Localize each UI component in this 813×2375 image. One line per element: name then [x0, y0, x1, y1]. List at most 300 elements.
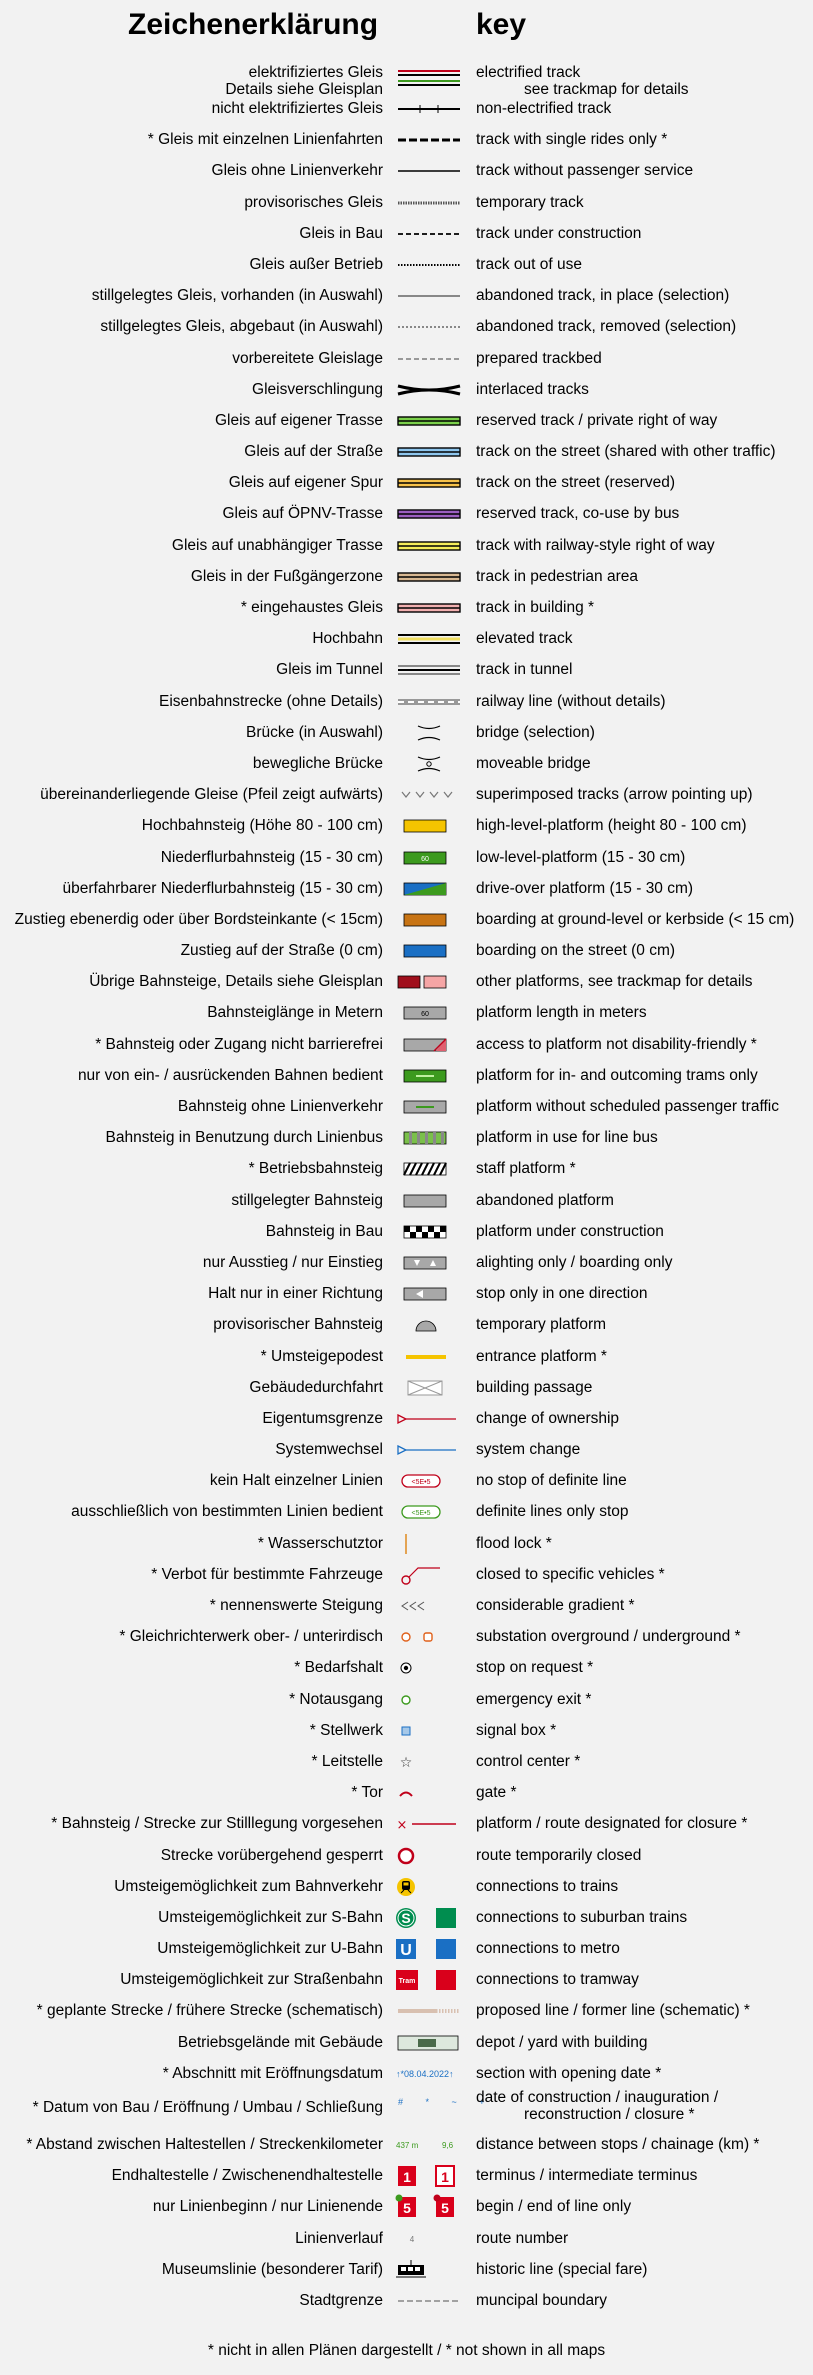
legend-label-de-text: stillgelegtes Gleis, abgebaut (in Auswahl) [100, 318, 383, 336]
legend-label-en [476, 1878, 618, 1895]
legend-label-de-text: * Gleichrichterwerk ober- / unterirdisch [119, 1628, 383, 1646]
legend-label-en-text: reserved track / private right of way [476, 411, 718, 429]
legend-label-en-text: temporary track [476, 193, 584, 211]
legend-label-en [476, 1597, 635, 1614]
legend-label-de [207, 1004, 383, 1021]
legend-symbol-superimposed-icon [396, 783, 462, 807]
legend-label-de [142, 817, 383, 834]
legend-label-en-text: stop on request * [476, 1659, 594, 1677]
legend-label-de [289, 1691, 383, 1708]
legend-label-de-text: Eigentumsgrenze [262, 1409, 383, 1427]
legend-symbol-passage-icon [396, 1376, 462, 1400]
legend-label-en-text: platform / route designated for closure * [476, 1815, 748, 1833]
legend-label-en-text: other platforms, see trackmap for details [476, 973, 753, 991]
legend-label-de-text: Gleis auf eigener Spur [228, 474, 383, 492]
legend-label-en [476, 1691, 591, 1708]
legend-symbol-pedestrian-icon [396, 565, 462, 589]
legend-symbol-no-scheduled-icon [396, 1095, 462, 1119]
legend-label-en [476, 1067, 758, 1084]
legend-label-en [476, 1036, 757, 1053]
legend-symbol-emergency-icon [396, 1688, 462, 1712]
legend-symbol-railway-icon [396, 690, 462, 714]
legend-label-en-text: signal box * [476, 1721, 557, 1739]
legend-label-en [476, 1503, 629, 1520]
legend-label-de-text: Gleis in Bau [299, 224, 383, 242]
legend-label-de [208, 1285, 383, 1302]
legend-row-street [0, 436, 813, 467]
legend-label-en-text: platform in use for line bus [476, 1129, 658, 1147]
legend-label-de [222, 505, 383, 522]
legend-row-tram [0, 1964, 813, 1995]
legend-row-substation [0, 1621, 813, 1652]
legend-label-de [295, 2230, 383, 2247]
legend-label-en [476, 1192, 614, 1209]
svg-text:<5E•5: <5E•5 [411, 1479, 431, 1487]
legend-row-temp-platform [0, 1309, 813, 1340]
legend-label-de [210, 1597, 383, 1614]
legend-label-de-text: Bahnsteig in Benutzung durch Linienbus [105, 1129, 383, 1147]
legend-row-pedestrian [0, 561, 813, 592]
legend-row-one-direction [0, 1278, 813, 1309]
legend-row-abandoned-in-place [0, 280, 813, 311]
legend-symbol-kerbside-icon [396, 908, 462, 932]
legend-label-de-text-2: Details siehe Gleisplan [225, 81, 383, 98]
legend-label-en-text: entrance platform * [476, 1347, 607, 1365]
legend-symbol-signal-icon [396, 1719, 462, 1743]
legend-row-proposed [0, 1995, 813, 2026]
legend-row-flood [0, 1528, 813, 1559]
legend-symbol-street-icon [396, 440, 462, 464]
legend-symbol-abandoned-removed-icon [396, 315, 462, 339]
legend-label-en-text: control center * [476, 1752, 581, 1770]
legend-label-en-text-2: see trackmap for details [524, 81, 689, 98]
legend-label-de [212, 162, 383, 179]
legend-label-en [476, 1971, 639, 1988]
svg-text:Tram: Tram [398, 1978, 416, 1986]
legend-row-abandoned-platform [0, 1185, 813, 1216]
legend-label-en-text: route number [476, 2229, 569, 2247]
legend-label-en-text: no stop of definite line [476, 1472, 627, 1490]
legend-symbol-request-icon [396, 1656, 462, 1680]
legend-label-en-text: track under construction [476, 224, 642, 242]
legend-label-de-text: * Verbot für bestimmte Fahrzeuge [151, 1565, 383, 1583]
legend-label-en-text: track in tunnel [476, 661, 573, 679]
legend-symbol-moveable-bridge-icon [396, 752, 462, 776]
legend-label-de [51, 1815, 383, 1832]
legend-label-de [249, 1160, 383, 1177]
legend-label-en-text: temporary platform [476, 1316, 607, 1334]
legend-row-no-passenger [0, 155, 813, 186]
legend-label-en-text: alighting only / boarding only [476, 1253, 673, 1271]
legend-label-en [476, 287, 729, 304]
legend-symbol-not-accessible-icon [396, 1033, 462, 1057]
legend-label-en [476, 911, 794, 928]
legend-label-en [476, 942, 675, 959]
svg-text:5: 5 [441, 2200, 449, 2217]
legend-label-en [476, 537, 715, 554]
legend-row-closure [0, 1808, 813, 1839]
legend-label-en-text: route temporarily closed [476, 1846, 642, 1864]
legend-label-en-text: connections to tramway [476, 1971, 639, 1989]
legend-label-en [476, 1004, 647, 1021]
svg-text:60: 60 [421, 1011, 429, 1019]
legend-label-en [476, 194, 584, 211]
legend-label-en [476, 973, 753, 990]
legend-label-de [244, 443, 383, 460]
legend-symbol-route-number-icon [396, 2227, 462, 2251]
legend-label-en [476, 2034, 647, 2051]
legend-row-temporary [0, 187, 813, 218]
legend-label-de-text: * Bahnsteig / Strecke zur Stilllegung vorgesehen [51, 1815, 383, 1833]
legend-row-construction [0, 218, 813, 249]
legend-symbol-abandoned-in-place-icon [396, 284, 462, 308]
legend-label-de [258, 1535, 383, 1552]
legend-label-en [476, 1535, 552, 1552]
legend-row-no-scheduled [0, 1091, 813, 1122]
legend-label-de-text: vorbereitete Gleislage [232, 349, 383, 367]
legend-symbol-closure-icon [396, 1812, 462, 1836]
legend-label-de-text: * Notausgang [289, 1690, 383, 1708]
legend-label-en-text: gate * [476, 1784, 517, 1802]
legend-row-no-stop [0, 1465, 813, 1496]
legend-label-de-text: überfahrbarer Niederflurbahnsteig (15 - 30 cm) [62, 879, 383, 897]
svg-text:↑*08.04.2022↑: ↑*08.04.2022↑ [396, 2068, 454, 2079]
legend-label-de-text: * Bedarfshalt [294, 1659, 383, 1677]
legend-symbol-building-icon [396, 596, 462, 620]
legend-label-en [476, 1784, 517, 1801]
legend-label-de-text: Umsteigemöglichkeit zur U-Bahn [157, 1940, 383, 1958]
legend-symbol-tram-icon [396, 1968, 462, 1992]
legend-label-en-text: flood lock * [476, 1534, 552, 1552]
legend-label-de [119, 1628, 383, 1645]
legend-symbol-only-lines-icon [396, 1500, 462, 1524]
legend-label-en-text: staff platform * [476, 1160, 576, 1178]
legend-symbol-low-platform-icon [396, 846, 462, 870]
legend-label-en [476, 256, 582, 273]
legend-row-length [0, 997, 813, 1028]
legend-label-en [476, 1129, 658, 1146]
legend-label-de-text: bewegliche Brücke [252, 754, 383, 772]
legend-label-en-text: non-electrified track [476, 100, 612, 117]
legend-label-en-text: depot / yard with building [476, 2033, 648, 2051]
legend-label-en [476, 162, 693, 179]
legend-label-en-text: track with railway-style right of way [476, 536, 715, 554]
legend-label-de [158, 1909, 383, 1926]
legend-label-en-text: abandoned track, in place (selection) [476, 287, 730, 305]
legend-symbol-museum-icon [396, 2258, 462, 2282]
legend-label-de [92, 287, 383, 304]
legend-label-en [476, 1254, 672, 1271]
legend-label-de-text: Gleis auf ÖPNV-Trasse [222, 505, 383, 523]
legend-label-de-text: Gleis im Tunnel [276, 661, 383, 679]
legend-row-staff [0, 1153, 813, 1184]
legend-row-prepared [0, 343, 813, 374]
legend-symbol-staff-icon [396, 1157, 462, 1181]
legend-row-low-platform [0, 842, 813, 873]
legend-label-en [476, 2065, 661, 2082]
legend-symbol-closed-vehicles-icon [396, 1563, 462, 1587]
legend-label-de-text: Bahnsteig in Bau [265, 1222, 383, 1240]
legend-label-en [476, 2230, 568, 2247]
legend-label-de-text: * eingehaustes Gleis [240, 599, 383, 616]
legend-symbol-abandoned-platform-icon [396, 1189, 462, 1213]
legend-label-en-text: distance between stops / chainage (km) * [476, 2136, 760, 2153]
legend-label-de [249, 256, 383, 273]
legend-label-de [100, 318, 383, 335]
legend-symbol-electrified-icon [396, 66, 462, 90]
legend-symbol-terminus-icon [396, 2164, 462, 2188]
legend-symbol-system-icon [396, 1438, 462, 1462]
legend-label-de-text: provisorisches Gleis [244, 193, 383, 211]
legend-label-en [476, 1410, 619, 1427]
legend-row-control [0, 1746, 813, 1777]
legend-label-de-text: Zustieg ebenerdig oder über Bordsteinkante (< 15cm) [14, 910, 383, 928]
legend-row-abandoned-removed [0, 311, 813, 342]
legend-label-de-text: nur Linienbeginn / nur Linienende [152, 2198, 383, 2216]
legend-label-en [476, 817, 747, 834]
legend-label-de [33, 2099, 383, 2116]
svg-text:# * ~ +: # * ~ + [398, 2097, 495, 2107]
legend-label-de [261, 1348, 383, 1365]
legend-label-en [476, 1753, 580, 1770]
legend-list [0, 62, 813, 2316]
legend-label-de-text: Gebäudedurchfahrt [249, 1378, 383, 1396]
legend-label-de-text: Endhaltestelle / Zwischenendhaltestelle [111, 2167, 383, 2185]
legend-symbol-substation-icon [396, 1625, 462, 1649]
legend-symbol-begin-end-icon [396, 2195, 462, 2219]
legend-row-opening [0, 2058, 813, 2089]
legend-label-en [476, 505, 679, 522]
legend-label-en [476, 1628, 741, 1645]
legend-label-en [476, 1909, 687, 1926]
legend-label-de-text: Halt nur in einer Richtung [208, 1285, 383, 1303]
legend-symbol-no-stop-icon [396, 1469, 462, 1493]
legend-label-de [63, 880, 384, 897]
legend-label-de-text: Gleisverschlingung [252, 380, 383, 398]
legend-label-de [159, 693, 383, 710]
legend-label-de [26, 2136, 383, 2153]
legend-label-de [162, 2261, 383, 2278]
legend-label-en-text: boarding at ground-level or kerbside (< 15 cm) [476, 910, 795, 928]
legend-label-en [476, 661, 573, 678]
legend-row-superimposed [0, 779, 813, 810]
legend-label-de [112, 2167, 383, 2184]
legend-label-en [476, 1316, 606, 1333]
legend-label-en-text: muncipal boundary [476, 2291, 607, 2309]
legend-row-sbahn [0, 1902, 813, 1933]
legend-label-de-text: * Leitstelle [311, 1752, 383, 1770]
legend-row-begin-end [0, 2191, 813, 2222]
legend-label-en-text: electrified track [476, 64, 581, 81]
legend-row-temp-closed [0, 1840, 813, 1871]
legend-row-gradient [0, 1590, 813, 1621]
legend-row-on-street [0, 935, 813, 966]
legend-label-de-text: Übrige Bahnsteige, Details siehe Gleisplan [89, 973, 383, 991]
legend-label-de [178, 1098, 383, 1115]
legend-row-building [0, 592, 813, 623]
legend-label-en [476, 568, 638, 585]
legend-symbol-no-passenger-icon [396, 159, 462, 183]
legend-label-en [476, 1940, 620, 1957]
legend-row-signal [0, 1715, 813, 1746]
legend-label-en [476, 225, 641, 242]
legend-row-system [0, 1434, 813, 1465]
legend-symbol-sbahn-icon [396, 1906, 462, 1930]
legend-symbol-drive-over-icon [396, 877, 462, 901]
legend-row-line-bus [0, 1122, 813, 1153]
legend-label-de [191, 568, 383, 585]
legend-label-en-text: track out of use [476, 255, 582, 273]
legend-label-de [266, 1223, 383, 1240]
legend-symbol-tunnel-icon [396, 658, 462, 682]
legend-row-platform-construction [0, 1216, 813, 1247]
legend-label-en [476, 1566, 665, 1583]
legend-symbol-gate-icon [396, 1781, 462, 1805]
legend-label-en-text: superimposed tracks (arrow pointing up) [476, 786, 753, 804]
legend-symbol-interlaced-icon [396, 378, 462, 402]
legend-label-de-text: kein Halt einzelner Linien [209, 1472, 383, 1490]
legend-label-en-text: drive-over platform (15 - 30 cm) [476, 879, 694, 897]
legend-row-reserved [0, 405, 813, 436]
legend-row-high-platform [0, 810, 813, 841]
legend-symbol-reserved-icon [396, 409, 462, 433]
legend-label-de [215, 412, 383, 429]
legend-label-de [151, 1566, 383, 1583]
legend-symbol-street-reserved-icon [396, 471, 462, 495]
legend-symbol-bus-icon [396, 502, 462, 526]
legend-symbol-dates-icon [396, 2093, 495, 2117]
legend-label-en-text: section with opening date * [476, 2064, 662, 2082]
legend-label-en-text: begin / end of line only [476, 2198, 632, 2216]
legend-symbol-construction-icon [396, 222, 462, 246]
legend-symbol-entrance-icon [396, 1345, 462, 1369]
legend-label-de [299, 225, 383, 242]
legend-label-en-text: track without passenger service [476, 162, 694, 180]
legend-symbol-other-platforms-icon [396, 970, 462, 994]
legend-label-de [148, 131, 383, 148]
legend-label-de [178, 2034, 383, 2051]
legend-label-de-text: übereinanderliegende Gleise (Pfeil zeigt aufwärts) [40, 786, 383, 804]
legend-row-not-accessible [0, 1029, 813, 1060]
legend-label-de [232, 350, 383, 367]
legend-row-out-of-use [0, 249, 813, 280]
legend-label-en [476, 474, 675, 491]
legend-symbol-length-icon [396, 1001, 462, 1025]
legend-label-en-text: change of ownership [476, 1409, 620, 1427]
legend-symbol-railway-style-icon [396, 534, 462, 558]
legend-label-en-text: track on the street (reserved) [476, 474, 675, 492]
legend-symbol-distance-icon [396, 2133, 462, 2157]
legend-label-en [476, 599, 594, 616]
legend-label-de [310, 1722, 383, 1739]
legend-label-de-text: Umsteigemöglichkeit zur S-Bahn [158, 1908, 383, 1926]
legend-row-railway-style [0, 530, 813, 561]
legend-label-de-text: Umsteigemöglichkeit zur Straßenbahn [120, 1971, 383, 1989]
legend-label-de-text: Gleis ohne Linienverkehr [211, 162, 383, 180]
legend-label-de [312, 630, 383, 647]
legend-label-en-text: platform under construction [476, 1222, 664, 1240]
svg-text:1: 1 [441, 2169, 449, 2186]
svg-text:5: 5 [403, 2200, 411, 2217]
legend-row-boundary [0, 2285, 813, 2316]
legend-symbol-single-rides-icon [396, 128, 462, 152]
legend-label-de [275, 1441, 383, 1458]
legend-label-en-text: elevated track [476, 630, 573, 648]
legend-label-de-text: Bahnsteig ohne Linienverkehr [177, 1098, 383, 1115]
legend-label-de-text: provisorischer Bahnsteig [213, 1316, 383, 1334]
legend-label-en-text: historic line (special fare) [476, 2260, 648, 2278]
legend-label-de-text: Gleis außer Betrieb [249, 255, 383, 273]
legend-label-en [476, 849, 685, 866]
legend-label-de [212, 100, 383, 117]
legend-label-en [476, 1472, 627, 1489]
legend-label-en-text: abandoned track, removed (selection) [476, 318, 737, 336]
legend-label-en [476, 2089, 718, 2123]
legend-label-de-text: Gleis auf unabhängiger Trasse [171, 536, 383, 554]
legend-label-en [476, 880, 693, 897]
legend-row-electrified [0, 62, 813, 98]
legend-symbol-temp-closed-icon [396, 1844, 462, 1868]
legend-label-de-text: * Gleis mit einzelnen Linienfahrten [147, 131, 383, 149]
legend-label-en [476, 381, 589, 398]
legend-label-en-text: connections to trains [476, 1877, 619, 1895]
legend-symbol-elevated-icon [396, 627, 462, 651]
legend-label-de [311, 1753, 383, 1770]
legend-label-de [229, 474, 383, 491]
legend-label-de-text: * Umsteigepodest [260, 1347, 383, 1365]
legend-label-de [351, 1784, 383, 1801]
legend-label-en-text: substation overground / underground * [476, 1628, 741, 1646]
svg-text:×: × [396, 1818, 408, 1834]
legend-row-bus [0, 498, 813, 529]
legend-label-de-text: Linienverlauf [295, 2229, 383, 2247]
legend-label-en [476, 1348, 607, 1365]
legend-symbol-depot-icon [396, 2031, 462, 2055]
legend-label-de-text: nur Ausstieg / nur Einstieg [202, 1253, 383, 1271]
legend-label-en-text: emergency exit * [476, 1690, 592, 1708]
legend-symbol-line-bus-icon [396, 1126, 462, 1150]
legend-label-en-text: track on the street (shared with other traffic) [476, 443, 776, 461]
legend-label-de [241, 599, 383, 616]
svg-text:<5E•5: <5E•5 [411, 1510, 431, 1518]
legend-label-de-text: * geplante Strecke / frühere Strecke (schematisch) [36, 2002, 383, 2020]
legend-row-museum [0, 2254, 813, 2285]
legend-label-en-text: system change [476, 1441, 581, 1459]
legend-row-kerbside [0, 904, 813, 935]
legend-label-de [120, 1971, 383, 1988]
legend-label-en-text: low-level-platform (15 - 30 cm) [476, 848, 686, 866]
legend-symbol-prepared-icon [396, 347, 462, 371]
legend-label-en [476, 2261, 647, 2278]
legend-label-de [246, 724, 383, 741]
footnote: * nicht in allen Plänen dargestellt / * not shown in all maps [207, 2342, 606, 2359]
legend-symbol-out-of-use-icon [396, 253, 462, 277]
legend-label-de [276, 661, 383, 678]
legend-symbol-proposed-icon [396, 1999, 462, 2023]
legend-label-de-text: * Stellwerk [309, 1721, 383, 1739]
legend-symbol-ownership-icon [396, 1407, 462, 1431]
title-de: Zeichenerklärung [128, 8, 379, 41]
legend-row-entrance [0, 1341, 813, 1372]
legend-label-de-text: nur von ein- / ausrückenden Bahnen bedient [77, 1066, 383, 1084]
legend-label-en-text: platform without scheduled passenger traffic [476, 1098, 779, 1115]
legend-label-de [294, 1659, 383, 1676]
legend-label-de [114, 1878, 383, 1895]
svg-text:9,6: 9,6 [442, 2141, 454, 2150]
legend-label-en [476, 1847, 641, 1864]
legend-label-en [476, 1098, 779, 1115]
legend-label-en-text: access to platform not disability-friendly * [476, 1035, 757, 1053]
